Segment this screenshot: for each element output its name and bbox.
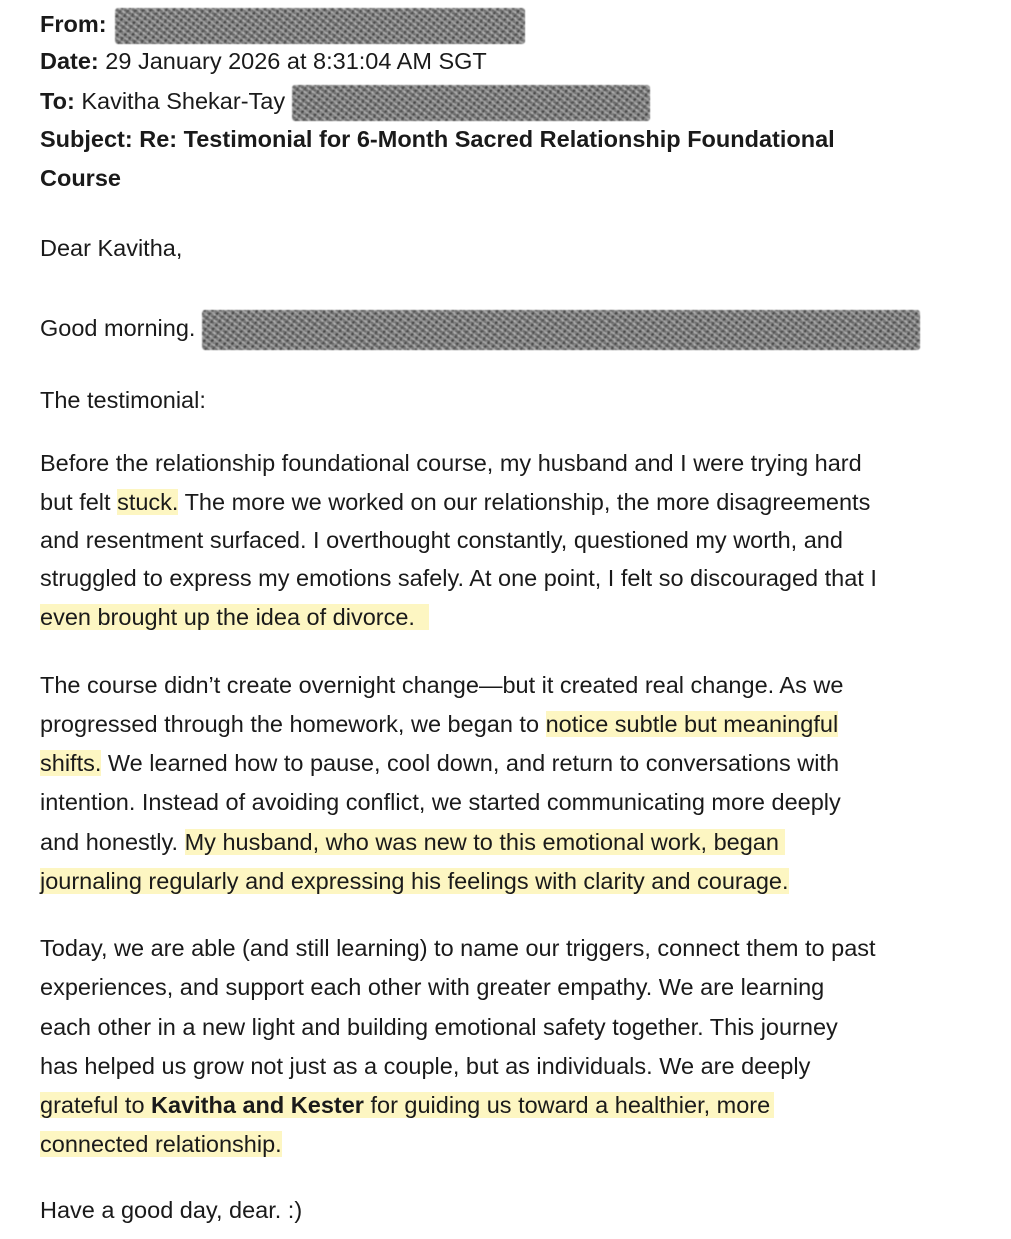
testimonial-intro: The testimonial: xyxy=(40,387,206,413)
p3-line-2: experiences, and support each other with greater empathy. We are learning xyxy=(40,974,825,1000)
highlight-stuck: stuck. xyxy=(117,489,179,515)
good-morning-row xyxy=(40,310,920,350)
p3-line-3: each other in a new light and building emotional safety together. This journey xyxy=(40,1014,838,1040)
highlight-husband-1: My husband, who was new to this emotional work, began xyxy=(185,829,785,855)
to-row xyxy=(40,85,650,121)
date-value: 29 January 2026 at 8:31:04 AM SGT xyxy=(105,48,487,74)
p2-line-3-text-b: We learned how to pause, cool down, and return to conversations with xyxy=(101,750,840,776)
p1-line-3: and resentment surfaced. I overthought constantly, questioned my worth, and xyxy=(40,527,843,553)
p1-line-5 xyxy=(40,600,429,634)
p2-line-5-text-a: and honestly. xyxy=(40,829,185,855)
p1-line-1: Before the relationship foundational course, my husband and I were trying hard xyxy=(40,450,862,476)
p3-line-1: Today, we are able (and still learning) to name our triggers, connect them to past xyxy=(40,935,876,961)
p2-line-1: The course didn’t create overnight change—but it created real change. As we xyxy=(40,672,844,698)
p2-line-2 xyxy=(40,707,838,741)
p2-line-4: intention. Instead of avoiding conflict, we started communicating more deeply xyxy=(40,789,841,815)
closing: Have a good day, dear. :) xyxy=(40,1197,303,1223)
good-morning-text: Good morning. xyxy=(40,315,196,342)
highlight-notice-shifts-2: shifts. xyxy=(40,750,102,776)
subject-line-2: Course xyxy=(40,165,121,191)
highlight-connected: connected relationship. xyxy=(40,1131,282,1157)
p2-line-5 xyxy=(40,825,785,859)
highlight-divorce: even brought up the idea of divorce. xyxy=(40,604,429,630)
p1-line-4: struggled to express my emotions safely. At one point, I felt so discouraged that I xyxy=(40,565,877,591)
greeting: Dear Kavitha, xyxy=(40,235,183,261)
p1-line-2 xyxy=(40,485,870,519)
redacted-recipient-email xyxy=(292,85,650,121)
highlight-grateful-b: for guiding us toward a healthier, more xyxy=(364,1092,774,1118)
p1-line-2-text-a: but felt xyxy=(40,489,118,515)
p2-line-3 xyxy=(40,746,839,780)
p2-line-6 xyxy=(40,864,789,898)
p3-line-5 xyxy=(40,1088,774,1122)
redacted-sender xyxy=(115,8,525,44)
from-row xyxy=(40,8,525,44)
highlight-kavitha-kester: Kavitha and Kester xyxy=(151,1092,364,1118)
to-label: To: xyxy=(40,88,75,115)
p3-line-4: has helped us grow not just as a couple, but as individuals. We are deeply xyxy=(40,1053,811,1079)
subject-line-1: Subject: Re: Testimonial for 6-Month Sacred Relationship Foundational xyxy=(40,126,835,152)
to-value: Kavitha Shekar-Tay xyxy=(81,88,286,115)
highlight-notice-shifts-1: notice subtle but meaningful xyxy=(545,711,839,737)
from-label: From: xyxy=(40,11,107,38)
redacted-message-text xyxy=(202,310,920,350)
p1-line-2-text-b: The more we worked on our relationship, the more disagreements xyxy=(178,489,871,515)
p3-line-6 xyxy=(40,1127,282,1161)
date-row xyxy=(40,46,487,76)
date-label: Date: xyxy=(40,48,99,74)
highlight-grateful-a: grateful to xyxy=(40,1092,152,1118)
p2-line-2-text-a: progressed through the homework, we began to xyxy=(40,711,546,737)
highlight-husband-2: journaling regularly and expressing his feelings with clarity and courage. xyxy=(40,868,789,894)
